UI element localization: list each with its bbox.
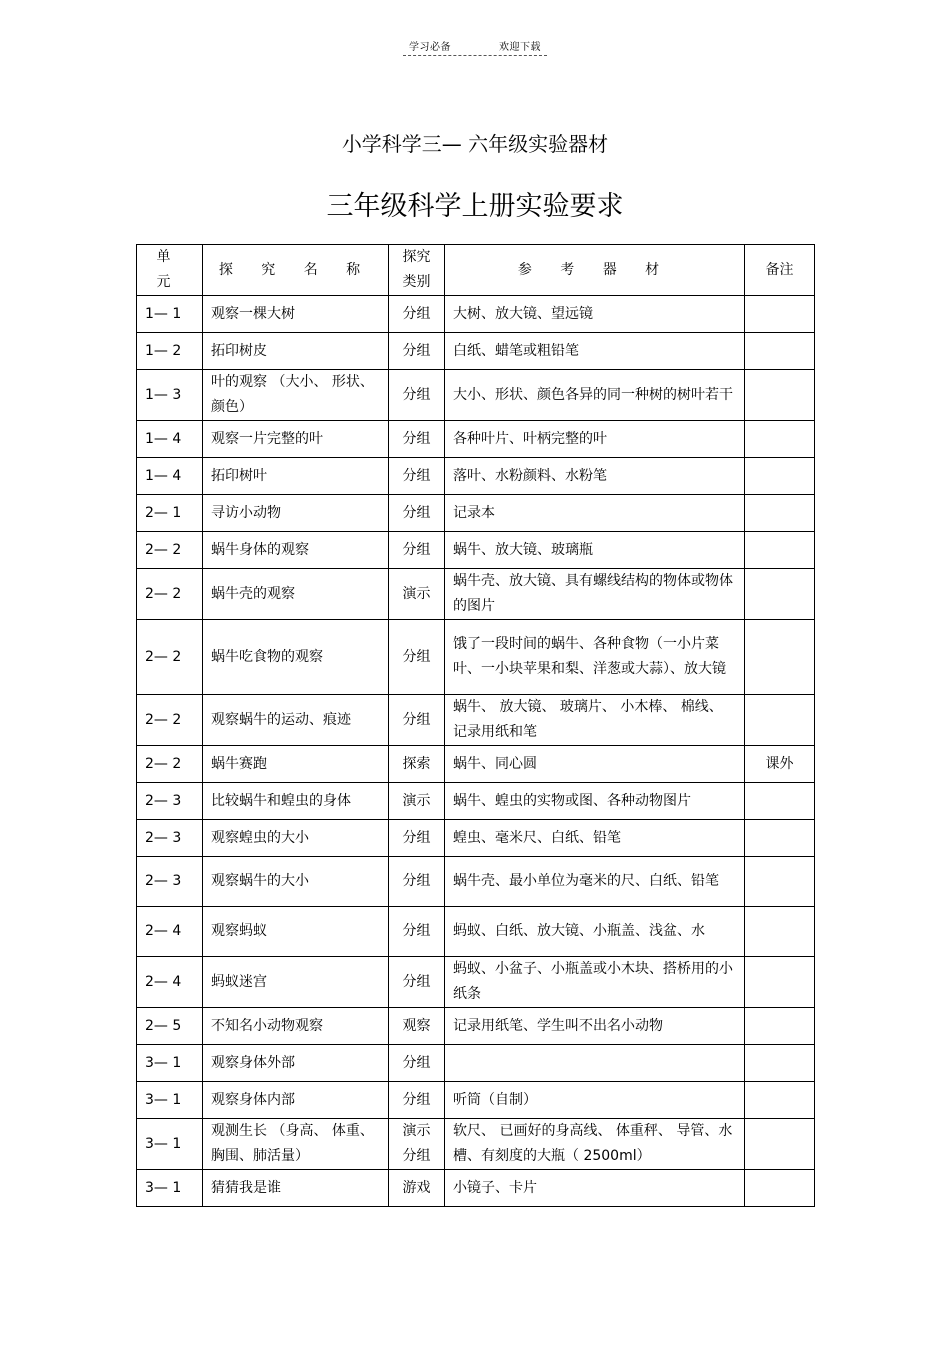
cell-name: 叶的观察 （大小、 形状、颜色） [203, 370, 389, 421]
cell-note: 课外 [745, 746, 815, 783]
column-header-note: 备注 [745, 245, 815, 296]
cell-name: 蜗牛壳的观察 [203, 569, 389, 620]
cell-name: 猜猜我是谁 [203, 1170, 389, 1207]
table-row [137, 532, 815, 569]
table-row [137, 1008, 815, 1045]
cell-unit: 2— 2 [137, 569, 203, 620]
cell-note [745, 1119, 815, 1170]
cell-note [745, 421, 815, 458]
cell-equipment: 听筒（自制） [445, 1082, 745, 1119]
cell-type: 分组 [389, 1045, 445, 1082]
cell-note [745, 783, 815, 820]
cell-type: 分组 [389, 458, 445, 495]
cell-equipment: 蜗牛、同心圆 [445, 746, 745, 783]
cell-name: 比较蜗牛和蝗虫的身体 [203, 783, 389, 820]
table-row [137, 820, 815, 857]
cell-note [745, 907, 815, 957]
cell-equipment: 饿了一段时间的蜗牛、各种食物（一小片菜叶、一小块苹果和梨、洋葱或大蒜）、放大镜 [445, 620, 745, 695]
cell-unit: 2— 2 [137, 695, 203, 746]
cell-note [745, 820, 815, 857]
cell-unit: 1— 1 [137, 296, 203, 333]
cell-unit: 3— 1 [137, 1170, 203, 1207]
cell-equipment: 蜗牛、放大镜、玻璃瓶 [445, 532, 745, 569]
table-row [137, 421, 815, 458]
table-row [137, 1045, 815, 1082]
cell-name: 观测生长 （身高、 体重、胸围、肺活量） [203, 1119, 389, 1170]
cell-equipment: 记录本 [445, 495, 745, 532]
cell-note [745, 1082, 815, 1119]
table-row [137, 746, 815, 783]
cell-name: 观察蜗牛的大小 [203, 857, 389, 907]
table-row [137, 857, 815, 907]
cell-unit: 3— 1 [137, 1082, 203, 1119]
experiment-table [136, 244, 815, 1207]
cell-unit: 2— 4 [137, 957, 203, 1008]
cell-note [745, 695, 815, 746]
cell-unit: 2— 3 [137, 820, 203, 857]
table-row [137, 296, 815, 333]
cell-equipment: 蜗牛、蝗虫的实物或图、各种动物图片 [445, 783, 745, 820]
cell-type: 分组 [389, 1082, 445, 1119]
section-title: 三年级科学上册实验要求 [326, 191, 624, 222]
column-header-unit: 单 元 [137, 245, 203, 296]
cell-type: 分组 [389, 957, 445, 1008]
cell-name: 寻访小动物 [203, 495, 389, 532]
cell-unit: 2— 3 [137, 783, 203, 820]
cell-name: 观察蚂蚁 [203, 907, 389, 957]
cell-type: 分组 [389, 820, 445, 857]
cell-type: 探索 [389, 746, 445, 783]
table-row [137, 1119, 815, 1170]
cell-equipment [445, 1045, 745, 1082]
column-header-equipment: 参 考 器 材 [445, 245, 745, 296]
column-header-type: 探究类别 [389, 245, 445, 296]
cell-equipment: 记录用纸笔、学生叫不出名小动物 [445, 1008, 745, 1045]
cell-equipment: 大小、形状、颜色各异的同一种树的树叶若干 [445, 370, 745, 421]
cell-type: 分组 [389, 695, 445, 746]
table-row [137, 907, 815, 957]
header-left-text: 学习必备 [409, 42, 451, 53]
cell-unit: 2— 2 [137, 532, 203, 569]
table-header-row [137, 245, 815, 296]
table-row [137, 1170, 815, 1207]
cell-note [745, 1170, 815, 1207]
cell-note [745, 495, 815, 532]
cell-note [745, 1008, 815, 1045]
cell-name: 观察一片完整的叶 [203, 421, 389, 458]
table-row [137, 370, 815, 421]
cell-equipment: 大树、放大镜、望远镜 [445, 296, 745, 333]
cell-type: 分组 [389, 907, 445, 957]
cell-name: 观察一棵大树 [203, 296, 389, 333]
cell-note [745, 333, 815, 370]
table-row [137, 620, 815, 695]
cell-equipment: 蚂蚁、小盆子、小瓶盖或小木块、搭桥用的小纸条 [445, 957, 745, 1008]
cell-unit: 2— 1 [137, 495, 203, 532]
cell-unit: 1— 2 [137, 333, 203, 370]
cell-name: 观察身体内部 [203, 1082, 389, 1119]
table-row [137, 957, 815, 1008]
cell-note [745, 532, 815, 569]
cell-name: 拓印树皮 [203, 333, 389, 370]
cell-type: 分组 [389, 296, 445, 333]
cell-unit: 2— 3 [137, 857, 203, 907]
cell-equipment: 蜗牛壳、最小单位为毫米的尺、白纸、铅笔 [445, 857, 745, 907]
table-row [137, 783, 815, 820]
cell-name: 观察蜗牛的运动、痕迹 [203, 695, 389, 746]
cell-note [745, 370, 815, 421]
cell-unit: 2— 5 [137, 1008, 203, 1045]
cell-type: 演示 [389, 569, 445, 620]
cell-note [745, 296, 815, 333]
cell-equipment: 落叶、水粉颜料、水粉笔 [445, 458, 745, 495]
cell-unit: 2— 4 [137, 907, 203, 957]
table-row [137, 1082, 815, 1119]
cell-unit: 1— 4 [137, 458, 203, 495]
cell-note [745, 569, 815, 620]
cell-unit: 2— 2 [137, 620, 203, 695]
cell-equipment: 各种叶片、叶柄完整的叶 [445, 421, 745, 458]
cell-type: 游戏 [389, 1170, 445, 1207]
table-row [137, 333, 815, 370]
cell-note [745, 620, 815, 695]
cell-type: 演示分组 [389, 1119, 445, 1170]
page-header [0, 38, 950, 56]
table-row [137, 495, 815, 532]
header-text [403, 38, 547, 56]
cell-type: 分组 [389, 857, 445, 907]
column-header-name: 探 究 名 称 [203, 245, 389, 296]
cell-equipment: 蚂蚁、白纸、放大镜、小瓶盖、浅盆、水 [445, 907, 745, 957]
cell-unit: 3— 1 [137, 1045, 203, 1082]
cell-name: 不知名小动物观察 [203, 1008, 389, 1045]
table-row [137, 695, 815, 746]
cell-type: 分组 [389, 421, 445, 458]
document-title: 小学科学三— 六年级实验器材 [341, 132, 609, 156]
cell-equipment: 蜗牛、 放大镜、 玻璃片、 小木棒、 棉线、记录用纸和笔 [445, 695, 745, 746]
cell-type: 分组 [389, 495, 445, 532]
cell-type: 分组 [389, 532, 445, 569]
cell-name: 蜗牛赛跑 [203, 746, 389, 783]
cell-name: 蚂蚁迷宫 [203, 957, 389, 1008]
cell-equipment: 白纸、蜡笔或粗铅笔 [445, 333, 745, 370]
cell-note [745, 458, 815, 495]
cell-type: 分组 [389, 333, 445, 370]
cell-equipment: 小镜子、卡片 [445, 1170, 745, 1207]
cell-unit: 3— 1 [137, 1119, 203, 1170]
header-right-text: 欢迎下载 [499, 42, 541, 53]
cell-note [745, 1045, 815, 1082]
cell-type: 演示 [389, 783, 445, 820]
cell-name: 观察蝗虫的大小 [203, 820, 389, 857]
cell-name: 观察身体外部 [203, 1045, 389, 1082]
cell-note [745, 957, 815, 1008]
cell-name: 拓印树叶 [203, 458, 389, 495]
cell-name: 蜗牛吃食物的观察 [203, 620, 389, 695]
cell-type: 分组 [389, 620, 445, 695]
cell-equipment: 蜗牛壳、放大镜、具有螺线结构的物体或物体的图片 [445, 569, 745, 620]
cell-equipment: 软尺、 已画好的身高线、 体重秤、 导管、水槽、有刻度的大瓶（ 2500ml） [445, 1119, 745, 1170]
table-row [137, 458, 815, 495]
cell-unit: 1— 4 [137, 421, 203, 458]
cell-unit: 1— 3 [137, 370, 203, 421]
cell-note [745, 857, 815, 907]
cell-type: 观察 [389, 1008, 445, 1045]
cell-name: 蜗牛身体的观察 [203, 532, 389, 569]
cell-equipment: 蝗虫、毫米尺、白纸、铅笔 [445, 820, 745, 857]
cell-unit: 2— 2 [137, 746, 203, 783]
table-row [137, 569, 815, 620]
cell-type: 分组 [389, 370, 445, 421]
